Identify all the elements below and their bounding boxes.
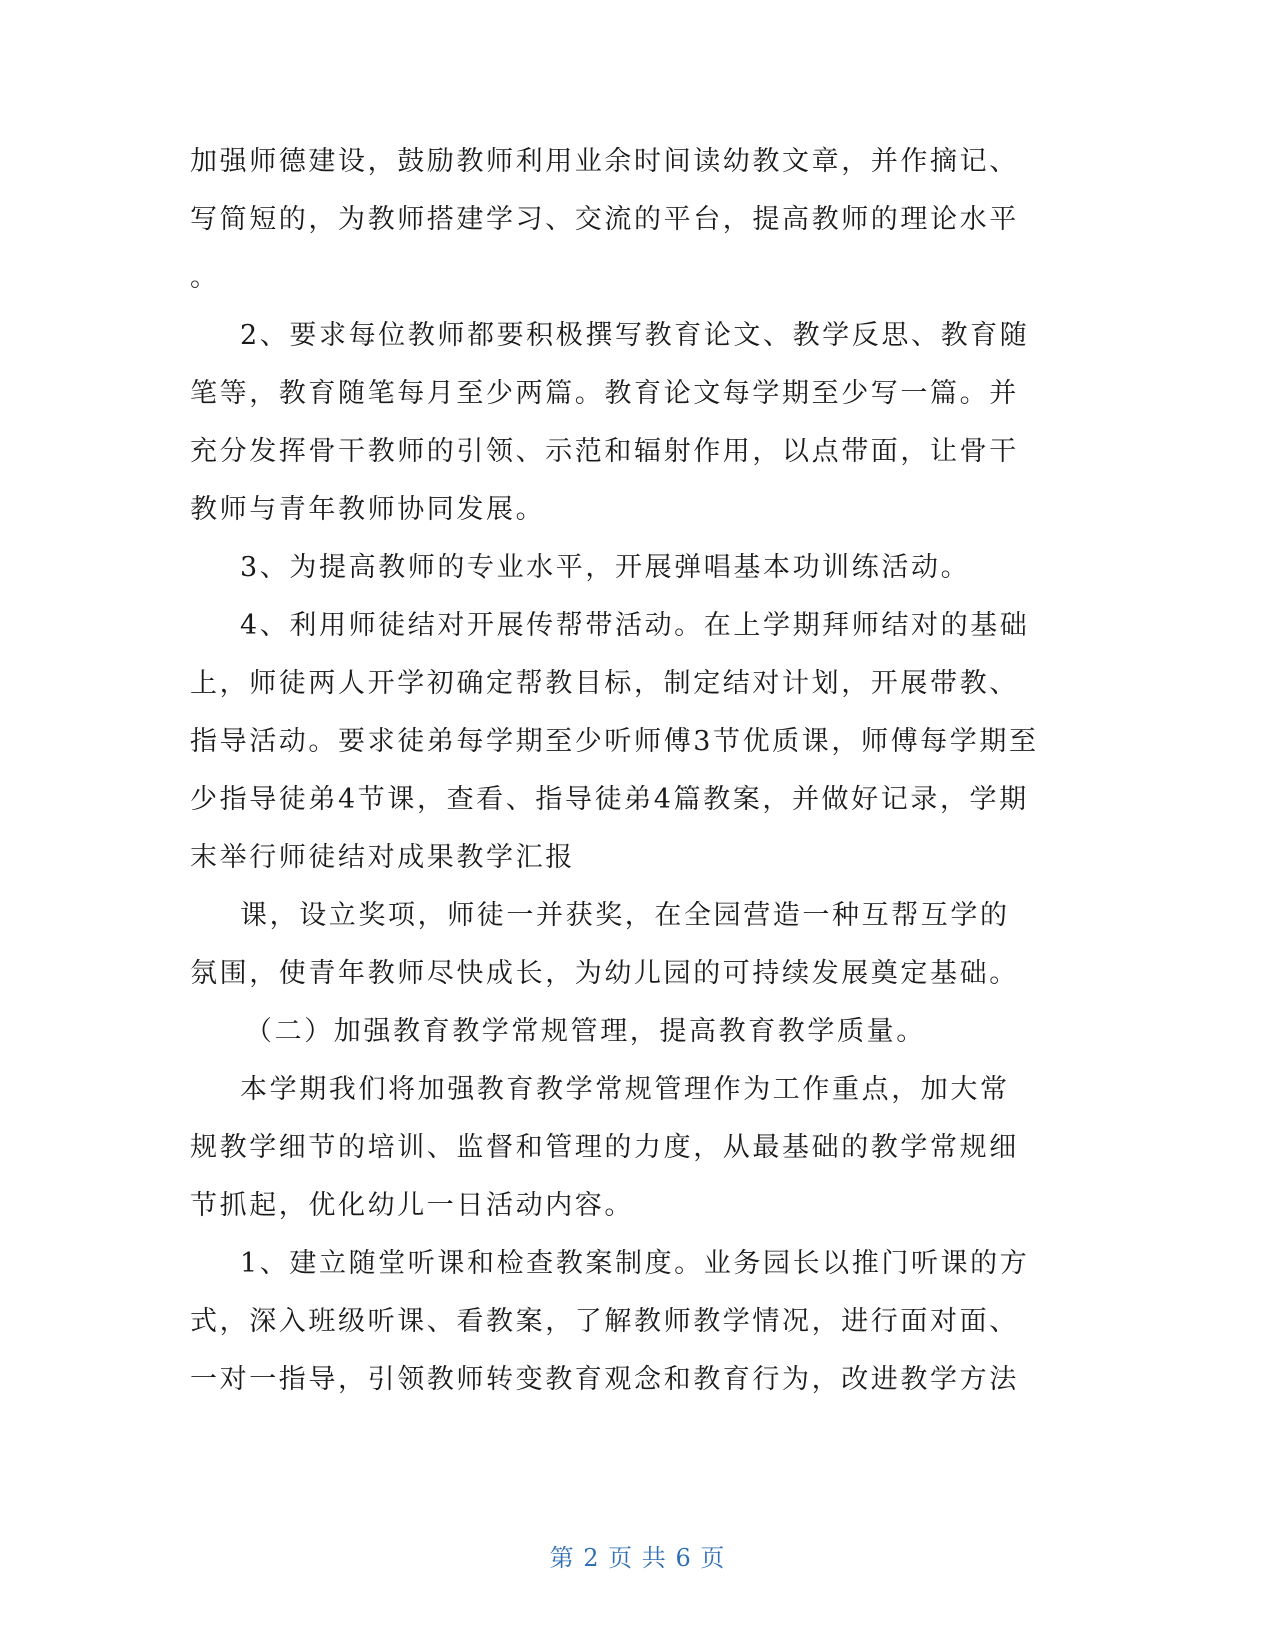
text-line: 教师与青年教师协同发展。 bbox=[190, 494, 546, 525]
page-number-footer: 第 2 页 共 6 页 bbox=[549, 1544, 726, 1572]
text-line: 2、要求每位教师都要积极撰写教育论文、教学反思、教育随 bbox=[240, 320, 1030, 351]
text-line: 末举行师徒结对成果教学汇报 bbox=[190, 842, 575, 873]
text-line: 3、为提高教师的专业水平，开展弹唱基本功训练活动。 bbox=[240, 552, 971, 583]
section-heading: （二）加强教育教学常规管理，提高教育教学质量。 bbox=[245, 1016, 926, 1047]
text-line: 加强师德建设，鼓励教师利用业余时间读幼教文章，并作摘记、 bbox=[190, 146, 1019, 177]
text-line: 。 bbox=[190, 262, 220, 293]
text-line: 1、建立随堂听课和检查教案制度。业务园长以推门听课的方 bbox=[240, 1248, 1030, 1279]
text-line: 写简短的，为教师搭建学习、交流的平台，提高教师的理论水平 bbox=[190, 204, 1019, 235]
text-line: 4、利用师徒结对开展传帮带活动。在上学期拜师结对的基础 bbox=[240, 610, 1030, 641]
text-line: 本学期我们将加强教育教学常规管理作为工作重点，加大常 bbox=[240, 1074, 1010, 1105]
text-line: 少指导徒弟4节课，查看、指导徒弟4篇教案，并做好记录，学期 bbox=[190, 784, 1029, 815]
text-line: 指导活动。要求徒弟每学期至少听师傅3节优质课，师傅每学期至 bbox=[190, 726, 1039, 757]
text-line: 课，设立奖项，师徒一并获奖，在全园营造一种互帮互学的 bbox=[240, 900, 1010, 931]
text-line: 式，深入班级听课、看教案，了解教师教学情况，进行面对面、 bbox=[190, 1306, 1019, 1337]
text-line: 充分发挥骨干教师的引领、示范和辐射作用，以点带面，让骨干 bbox=[190, 436, 1019, 467]
text-line: 节抓起，优化幼儿一日活动内容。 bbox=[190, 1190, 634, 1221]
text-line: 氛围，使青年教师尽快成长，为幼儿园的可持续发展奠定基础。 bbox=[190, 958, 1019, 989]
text-line: 上，师徒两人开学初确定帮教目标，制定结对计划，开展带教、 bbox=[190, 668, 1019, 699]
text-line: 一对一指导，引领教师转变教育观念和教育行为，改进教学方法 bbox=[190, 1364, 1019, 1395]
text-line: 规教学细节的培训、监督和管理的力度，从最基础的教学常规细 bbox=[190, 1132, 1019, 1163]
text-line: 笔等，教育随笔每月至少两篇。教育论文每学期至少写一篇。并 bbox=[190, 378, 1019, 409]
